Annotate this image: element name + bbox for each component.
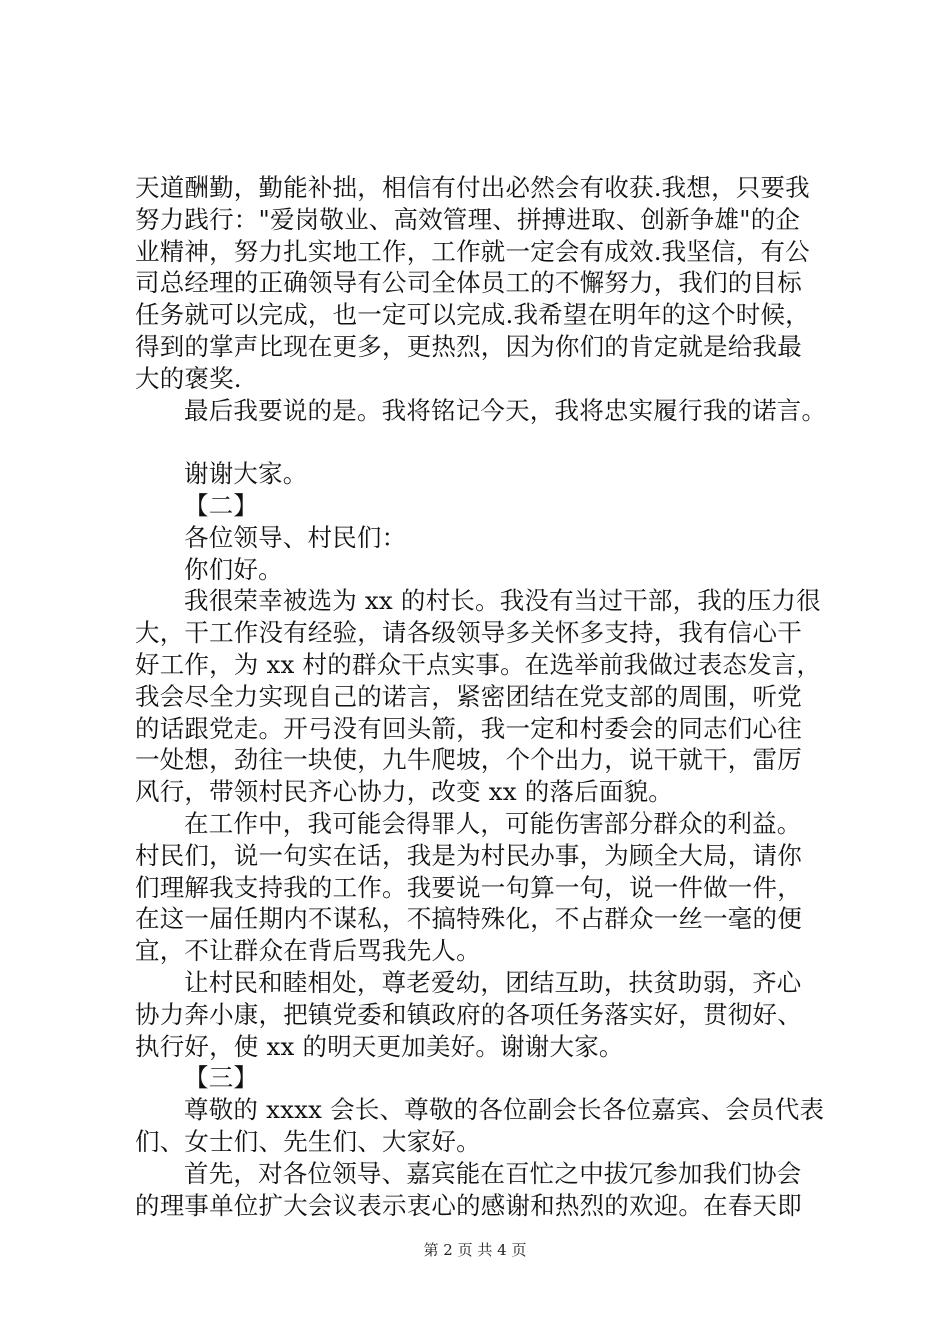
text-line: 【二】 bbox=[184, 490, 259, 520]
text-line: 我很荣幸被选为 xx 的村长。我没有当过干部，我的压力很 bbox=[184, 586, 821, 616]
text-line: 一处想，劲往一块使，九牛爬坡，个个出力，说干就干，雷厉 bbox=[135, 745, 802, 775]
text-line: 业精神，努力扎实地工作，工作就一定会有成效.我坚信，有公 bbox=[135, 236, 810, 266]
text-line: 你们好。 bbox=[184, 554, 283, 584]
text-line: 大的褒奖. bbox=[135, 363, 242, 393]
blank-line bbox=[135, 426, 835, 458]
text-line: 执行好，使 xx 的明天更加美好。谢谢大家。 bbox=[135, 1031, 624, 1061]
text-line: 在这一届任期内不谋私，不搞特殊化，不占群众一丝一毫的便 bbox=[135, 904, 802, 934]
text-line: 各位领导、村民们： bbox=[184, 522, 407, 552]
text-line: 协力奔小康，把镇党委和镇政府的各项任务落实好，贯彻好、 bbox=[135, 999, 802, 1029]
text-line: 我会尽全力实现自己的诺言，紧密团结在党支部的周围，听党 bbox=[135, 681, 802, 711]
text-line: 大，干工作没有经验，请各级领导多关怀多支持，我有信心干 bbox=[135, 618, 802, 648]
text-line: 努力践行："爱岗敬业、高效管理、拼搏进取、创新争雄"的企 bbox=[135, 204, 801, 234]
text-line: 好工作，为 xx 村的群众干点实事。在选举前我做过表态发言， bbox=[135, 649, 822, 679]
text-line: 任务就可以完成，也一定可以完成.我希望在明年的这个时候， bbox=[135, 300, 810, 330]
document-body bbox=[135, 172, 835, 1221]
text-line: 得到的掌声比现在更多，更热烈，因为你们的肯定就是给我最 bbox=[135, 331, 802, 361]
text-line: 风行，带领村民齐心协力，改变 xx 的落后面貌。 bbox=[135, 777, 674, 807]
text-line: 最后我要说的是。我将铭记今天，我将忠实履行我的诺言。 bbox=[184, 395, 827, 425]
text-line: 村民们，说一句实在话，我是为村民办事，为顾全大局，请你 bbox=[135, 840, 802, 870]
text-line: 宜，不让群众在背后骂我先人。 bbox=[135, 936, 481, 966]
text-line: 们理解我支持我的工作。我要说一句算一句，说一件做一件， bbox=[135, 872, 802, 902]
page-footer: 第 2 页 共 4 页 bbox=[423, 1241, 527, 1259]
text-line: 在工作中，我可能会得罪人，可能伤害部分群众的利益。 bbox=[184, 808, 802, 838]
text-line: 的理事单位扩大会议表示衷心的感谢和热烈的欢迎。在春天即 bbox=[135, 1190, 802, 1220]
text-line: 谢谢大家。 bbox=[184, 459, 308, 489]
text-line: 们、女士们、先生们、大家好。 bbox=[135, 1126, 481, 1156]
text-line: 天道酬勤，勤能补拙，相信有付出必然会有收获.我想，只要我 bbox=[135, 173, 810, 202]
text-line: 首先，对各位领导、嘉宾能在百忙之中拔冗参加我们协会 bbox=[184, 1158, 802, 1188]
text-line: 的话跟党走。开弓没有回头箭，我一定和村委会的同志们心往 bbox=[135, 713, 802, 743]
text-line: 司总经理的正确领导有公司全体员工的不懈努力，我们的目标 bbox=[135, 268, 802, 298]
text-line: 让村民和睦相处，尊老爱幼，团结互助，扶贫助弱，齐心 bbox=[184, 967, 802, 997]
text-line: 【三】 bbox=[184, 1063, 259, 1093]
text-line: 尊敬的 xxxx 会长、尊敬的各位副会长各位嘉宾、会员代表 bbox=[184, 1095, 825, 1125]
